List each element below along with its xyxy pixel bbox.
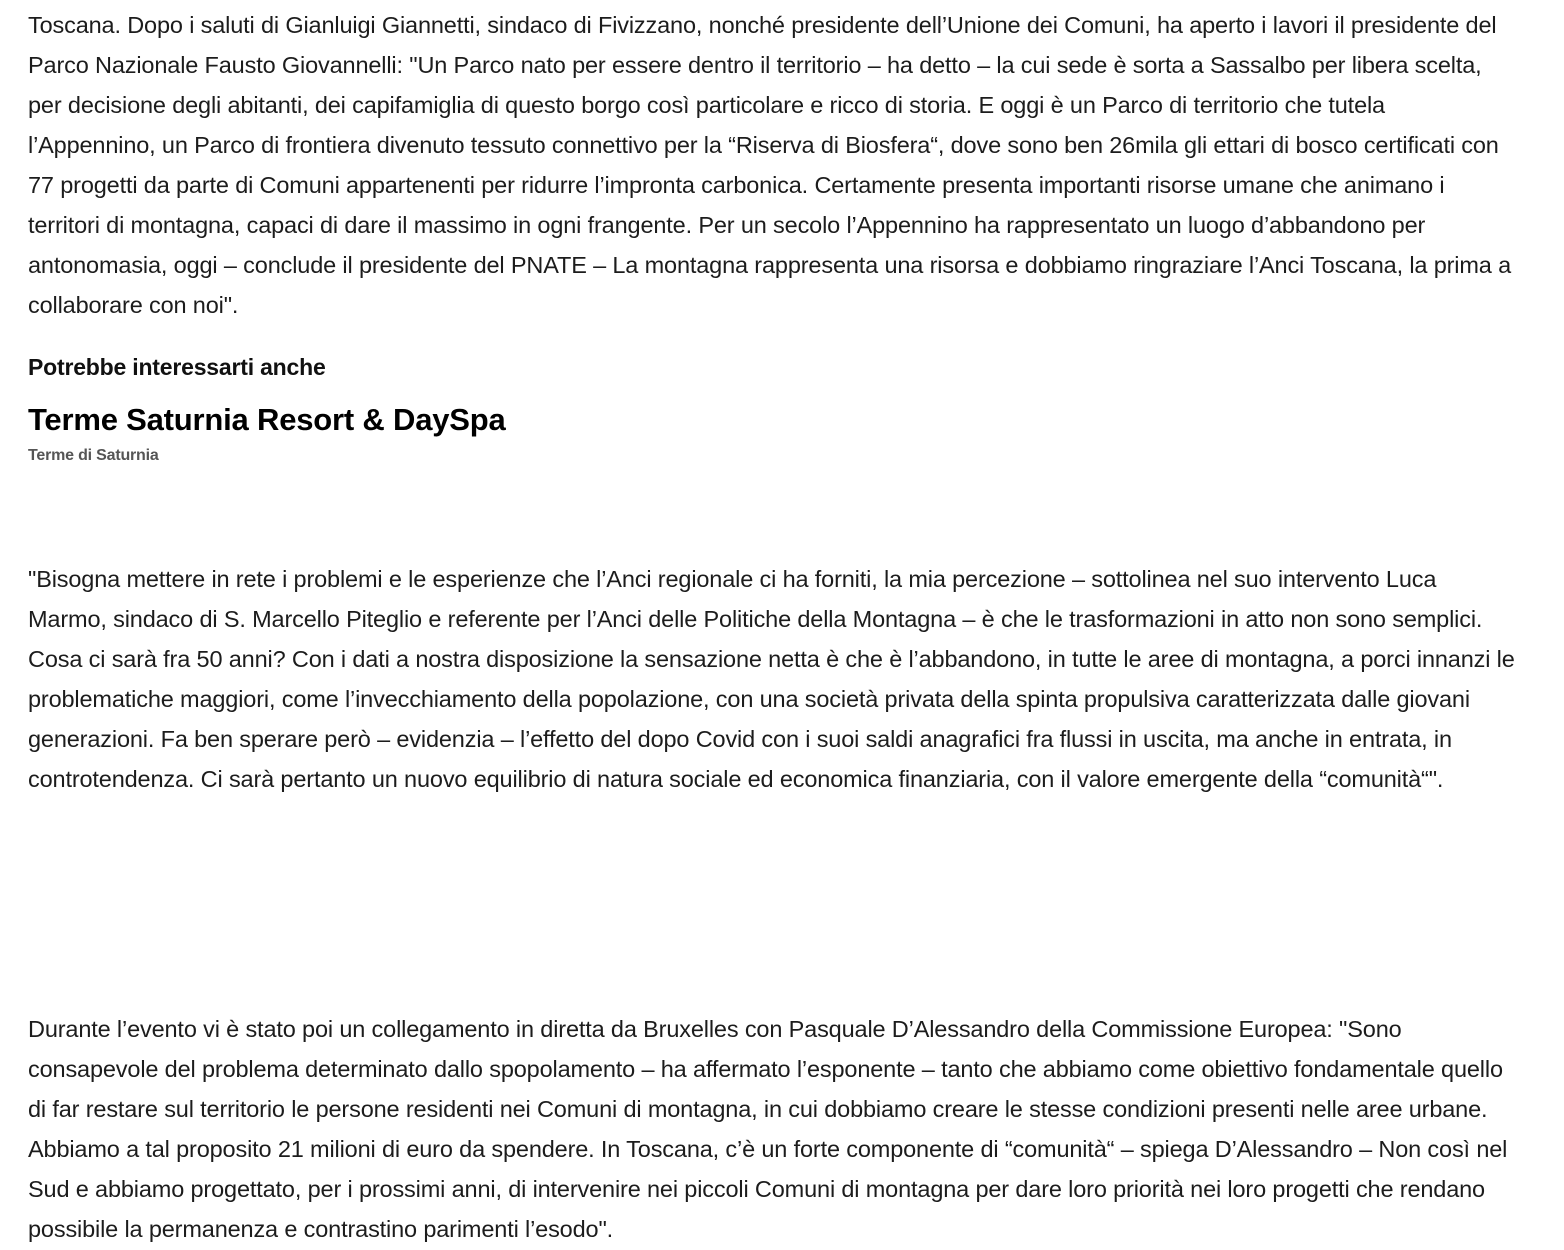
article-paragraph: Durante l’evento vi è stato poi un collegamento in diretta da Bruxelles con Pasquale D’Alessandro della Commissione Europea: "Sono consapevole del problema determinato dallo spopolamento – ha affermato l’esponente – tanto che abbiamo come obiettivo fondamentale quello di far restare sul territorio le persone residenti nei Comuni di montagna, in cui dobbiamo creare le stesse condizioni presenti nelle aree urbane. Abbiamo a tal proposito 21 milioni di euro da spendere. In Toscana, c’è un forte componente di “comunità“ – spiega D’Alessandro – Non così nel Sud e abbiamo progettato, per i prossimi anni, di intervenire nei piccoli Comuni di montagna per dare loro priorità nei loro progetti che rendano possibile la permanenza e contrastino parimenti l’esodo". bbox=[28, 1016, 1508, 1242]
related-article-source: Terme di Saturnia bbox=[28, 447, 159, 464]
article-paragraph: "Bisogna mettere in rete i problemi e le esperienze che l’Anci regionale ci ha forniti, la mia percezione – sottolinea nel suo intervento Luca Marmo, sindaco di S. Marcello Piteglio e referente per l’Anci delle Politiche della Montagna – è che le trasformazioni in atto non sono semplici. Cosa ci sarà fra 50 anni? Con i dati a nostra disposizione la sensazione netta è che è l’abbandono, in tutte le aree di montagna, a porci innanzi le problematiche maggiori, come l’invecchiamento della popolazione, con una società privata della spinta propulsiva caratterizzata dalle giovani generazioni. Fa ben sperare però – evidenzia – l’effetto del dopo Covid con i suoi saldi anagrafici fra flussi in uscita, ma anche in entrata, in controtendenza. Ci sarà pertanto un nuovo equilibrio di natura sociale ed economica finanziaria, con il valore emergente della “comunità“". bbox=[28, 566, 1515, 792]
related-article-link[interactable]: Terme Saturnia Resort & DaySpa bbox=[28, 402, 506, 437]
related-content-block bbox=[28, 352, 506, 466]
article-paragraph: Toscana. Dopo i saluti di Gianluigi Giannetti, sindaco di Fivizzano, nonché presidente dell’Unione dei Comuni, ha aperto i lavori il presidente del Parco Nazionale Fausto Giovannelli: "Un Parco nato per essere dentro il territorio – ha detto – la cui sede è sorta a Sassalbo per libera scelta, per decisione degli abitanti, dei capifamiglia di questo borgo così particolare e ricco di storia. E oggi è un Parco di territorio che tutela l’Appennino, un Parco di frontiera divenuto tessuto connettivo per la “Riserva di Biosfera“, dove sono ben 26mila gli ettari di bosco certificati con 77 progetti da parte di Comuni appartenenti per ridurre l’impronta carbonica. Certamente presenta importanti risorse umane che animano i territori di montagna, capaci di dare il massimo in ogni frangente. Per un secolo l’Appennino ha rappresentato un luogo d’abbandono per antonomasia, oggi – conclude il presidente del PNATE – La montagna rappresenta una risorsa e dobbiamo ringraziare l’Anci Toscana, la prima a collaborare con noi". bbox=[28, 12, 1512, 318]
related-heading: Potrebbe interessarti anche bbox=[28, 354, 326, 380]
